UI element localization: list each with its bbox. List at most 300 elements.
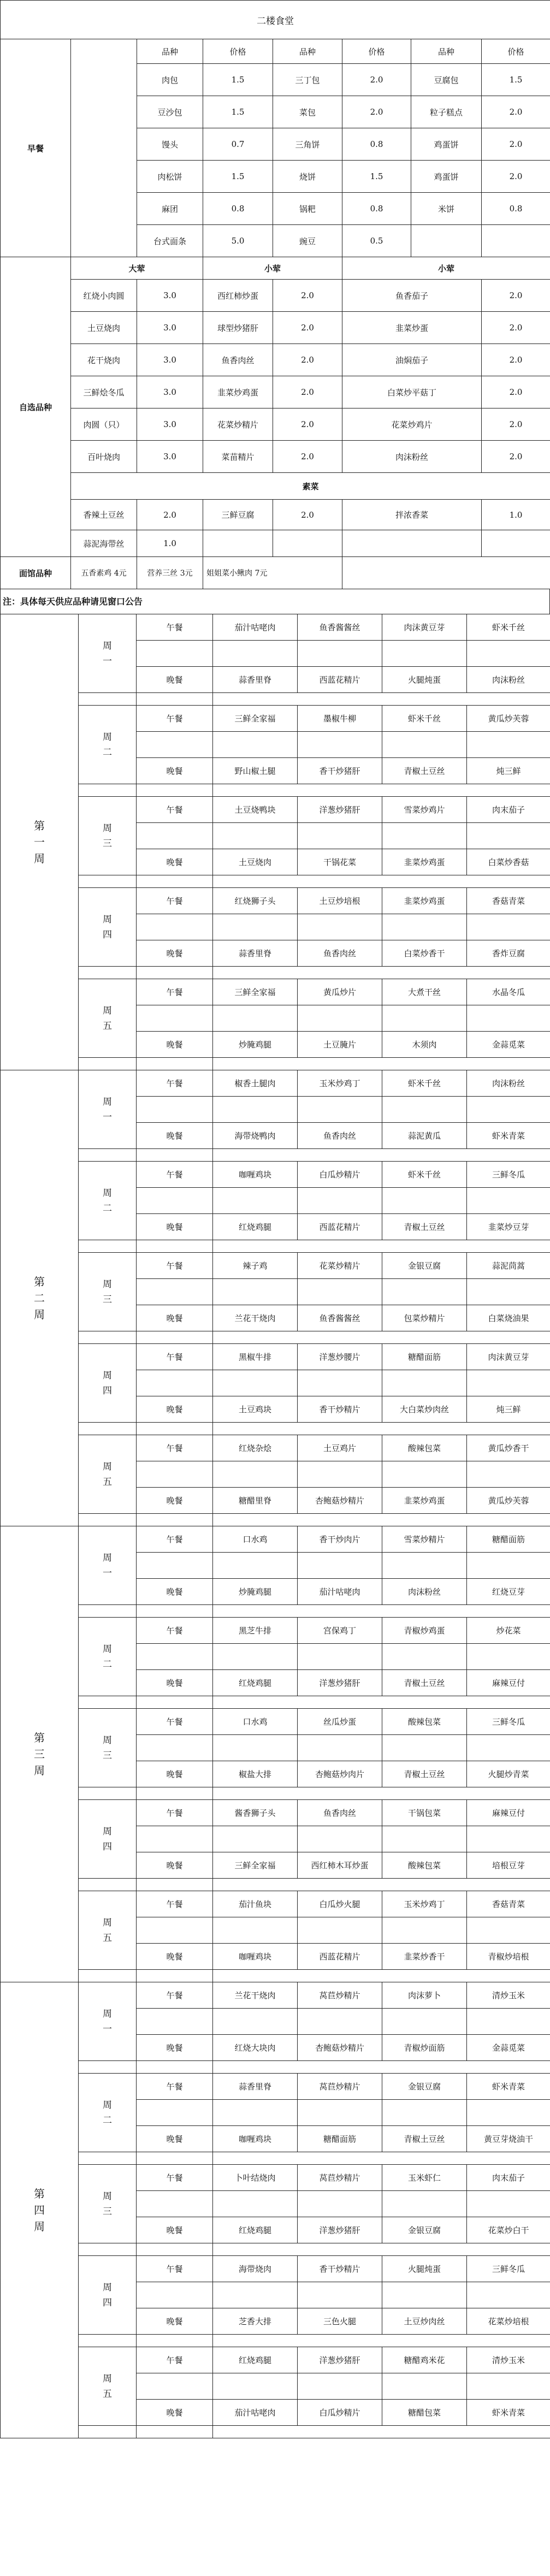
veg-cell: 1.0: [137, 530, 203, 557]
bf-cell: 2.0: [342, 96, 411, 128]
dinner-dish: 青椒土豆丝: [382, 1761, 467, 1787]
bf-h0: 品种: [137, 39, 203, 64]
veg-label: 素菜: [71, 473, 550, 500]
ss-cell: 3.0: [137, 312, 203, 344]
lunch-dish: 玉米炒鸡丁: [382, 1891, 467, 1917]
bf-cell: 0.7: [203, 128, 273, 161]
bf-cell: 肉包: [137, 64, 203, 96]
dinner-dish: 炒腌鸡腿: [213, 1032, 298, 1058]
lunch-dish: 鱼香肉丝: [298, 1800, 382, 1826]
lunch-dish: 白瓜炒火腿: [298, 1891, 382, 1917]
lunch-label: 午餐: [137, 1526, 213, 1553]
dinner-dish: 土豆炒肉丝: [382, 2308, 467, 2335]
ss-cell: 花干烧肉: [71, 344, 137, 376]
dinner-label: 晚餐: [137, 2217, 213, 2243]
dinner-dish: 西蓝花精片: [298, 1944, 382, 1970]
bf-cell: 1.5: [482, 64, 550, 96]
dinner-dish: 咖喱鸡块: [213, 2126, 298, 2152]
dinner-dish: 三鲜全家福: [213, 1852, 298, 1879]
lunch-dish: 酸辣包菜: [382, 1709, 467, 1735]
canteen-title: 二楼食堂: [1, 1, 550, 39]
lunch-dish: 红烧鸡腿: [213, 2347, 298, 2373]
ss-cell: 韭菜炒蛋: [342, 312, 482, 344]
dinner-dish: 蒜泥黄瓜: [382, 1123, 467, 1149]
lunch-dish: 墨椒牛柳: [298, 706, 382, 732]
day-label: 周 二: [79, 1618, 137, 1696]
bf-cell: 米饼: [411, 193, 482, 225]
lunch-dish: 三鲜全家福: [213, 706, 298, 732]
day-label: 周 三: [79, 797, 137, 875]
dinner-dish: 香炸豆腐: [467, 940, 550, 967]
dinner-dish: 海带烧鸭肉: [213, 1123, 298, 1149]
dinner-dish: 木须肉: [382, 1032, 467, 1058]
ss-cell: 菜苗精片: [203, 441, 273, 473]
ss-cell: 2.0: [273, 408, 342, 441]
dinner-dish: 蒜香里脊: [213, 667, 298, 693]
dinner-dish: 三色火腿: [298, 2308, 382, 2335]
bf-cell: 麻团: [137, 193, 203, 225]
lunch-dish: 土豆鸡片: [298, 1435, 382, 1461]
ss-cell: 3.0: [137, 344, 203, 376]
dinner-dish: 包菜炒精片: [382, 1305, 467, 1331]
dinner-dish: 炒腌鸡腿: [213, 1579, 298, 1605]
dinner-dish: 青椒土豆丝: [382, 1214, 467, 1240]
lunch-label: 午餐: [137, 1709, 213, 1735]
ss-cell: 2.0: [482, 408, 550, 441]
lunch-dish: 青椒炒鸡蛋: [382, 1618, 467, 1644]
dinner-dish: 红烧大块肉: [213, 2035, 298, 2061]
dinner-label: 晚餐: [137, 1123, 213, 1149]
lunch-dish: 清炒玉米: [467, 1982, 550, 2009]
week-label: 第 一 周: [1, 614, 79, 1070]
dinner-label: 晚餐: [137, 1761, 213, 1787]
dinner-dish: 鱼香酱酱丝: [298, 1305, 382, 1331]
ss-cell: 鱼香肉丝: [203, 344, 273, 376]
veg-cell: 2.0: [273, 500, 342, 530]
lunch-dish: 蒜香里脊: [213, 2074, 298, 2100]
bf-cell: 馒头: [137, 128, 203, 161]
ss-cell: 红烧小肉圆: [71, 280, 137, 312]
dinner-dish: 鱼香肉丝: [298, 940, 382, 967]
week-label: 第 二 周: [1, 1070, 79, 1526]
dinner-dish: 红烧鸡腿: [213, 2217, 298, 2243]
lunch-dish: 金银豆腐: [382, 2074, 467, 2100]
bf-cell: 2.0: [342, 64, 411, 96]
dinner-dish: 炖三鲜: [467, 1396, 550, 1423]
dinner-label: 晚餐: [137, 1670, 213, 1696]
dinner-label: 晚餐: [137, 758, 213, 784]
dinner-label: 晚餐: [137, 1032, 213, 1058]
lunch-dish: 海带烧肉: [213, 2256, 298, 2282]
lunch-dish: 虾米青菜: [467, 2074, 550, 2100]
veg-cell: [273, 530, 342, 557]
bf-cell: 肉松饼: [137, 161, 203, 193]
dinner-label: 晚餐: [137, 2400, 213, 2426]
lunch-label: 午餐: [137, 1162, 213, 1188]
dinner-dish: 黄瓜炒芙蓉: [467, 1488, 550, 1514]
lunch-dish: 三鲜冬瓜: [467, 2256, 550, 2282]
lunch-dish: 黄瓜炒芙蓉: [467, 706, 550, 732]
ss-cell: 油焖茄子: [342, 344, 482, 376]
lunch-label: 午餐: [137, 706, 213, 732]
ss-cell: 2.0: [273, 280, 342, 312]
lunch-label: 午餐: [137, 1070, 213, 1097]
lunch-dish: 韭菜炒鸡蛋: [382, 888, 467, 914]
lunch-dish: 花菜炒精片: [298, 1253, 382, 1279]
lunch-dish: 金银豆腐: [382, 1253, 467, 1279]
dinner-dish: 鱼香肉丝: [298, 1123, 382, 1149]
lunch-dish: 香干炒精片: [298, 2256, 382, 2282]
bf-cell: 台式面条: [137, 225, 203, 257]
dinner-dish: 蒜香里脊: [213, 940, 298, 967]
lunch-label: 午餐: [137, 1891, 213, 1917]
lunch-dish: 三鲜冬瓜: [467, 1709, 550, 1735]
dinner-dish: 香干炒猪肝: [298, 758, 382, 784]
dinner-dish: 土豆烧肉: [213, 849, 298, 875]
bf-cell: 三角饼: [273, 128, 342, 161]
dinner-label: 晚餐: [137, 1579, 213, 1605]
veg-cell: [482, 530, 550, 557]
lunch-dish: 大煮干丝: [382, 979, 467, 1005]
dinner-dish: 芝香大排: [213, 2308, 298, 2335]
dinner-label: 晚餐: [137, 1214, 213, 1240]
dinner-dish: 韭菜炒鸡蛋: [382, 1488, 467, 1514]
dinner-dish: 红烧鸡腿: [213, 1214, 298, 1240]
lunch-dish: 雪菜炒精片: [382, 1526, 467, 1553]
dinner-dish: 酸辣包菜: [382, 1852, 467, 1879]
lunch-dish: 玉米虾仁: [382, 2165, 467, 2191]
day-label: 周 二: [79, 1162, 137, 1240]
bf-cell: 1.5: [203, 64, 273, 96]
dinner-dish: 培根豆芽: [467, 1852, 550, 1879]
bf-h5: 价格: [482, 39, 550, 64]
lunch-dish: 茄汁咕咾肉: [213, 614, 298, 641]
lunch-dish: 黄瓜炒片: [298, 979, 382, 1005]
lunch-label: 午餐: [137, 2165, 213, 2191]
lunch-dish: 虾米千丝: [382, 706, 467, 732]
dinner-label: 晚餐: [137, 1396, 213, 1423]
bf-cell: 5.0: [203, 225, 273, 257]
dinner-dish: 西蓝花精片: [298, 1214, 382, 1240]
lunch-dish: 口水鸡: [213, 1709, 298, 1735]
bf-cell: 鸡蛋饼: [411, 128, 482, 161]
bf-cell: 菜包: [273, 96, 342, 128]
ss-cell: 3.0: [137, 280, 203, 312]
bf-cell: 0.5: [342, 225, 411, 257]
bf-cell: 豆沙包: [137, 96, 203, 128]
breakfast-label: 早餐: [1, 39, 71, 257]
day-label: 周 三: [79, 1253, 137, 1331]
ss-cell: 2.0: [482, 344, 550, 376]
lunch-label: 午餐: [137, 1800, 213, 1826]
day-label: 周 四: [79, 888, 137, 967]
bf-cell: 1.5: [203, 96, 273, 128]
ss-cell: 白菜炒平菇丁: [342, 376, 482, 408]
day-label: 周 一: [79, 614, 137, 693]
veg-cell: 2.0: [137, 500, 203, 530]
bf-cell: 粒子糕点: [411, 96, 482, 128]
day-label: 周 四: [79, 2256, 137, 2335]
dinner-label: 晚餐: [137, 1944, 213, 1970]
lunch-dish: 白瓜炒精片: [298, 1162, 382, 1188]
lunch-dish: 火腿炖蛋: [382, 2256, 467, 2282]
veg-cell: 1.0: [482, 500, 550, 530]
lunch-dish: 兰花干烧肉: [213, 1982, 298, 2009]
price-table: [0, 0, 550, 589]
dinner-dish: 麻辣豆付: [467, 1670, 550, 1696]
lunch-dish: 糖醋鸡米花: [382, 2347, 467, 2373]
lunch-label: 午餐: [137, 1344, 213, 1370]
dinner-label: 晚餐: [137, 940, 213, 967]
bf-cell: 0.8: [342, 128, 411, 161]
dinner-dish: 杏鲍菇炒肉片: [298, 1761, 382, 1787]
ss-cell: 三鲜烩冬瓜: [71, 376, 137, 408]
lunch-dish: 土豆烧鸭块: [213, 797, 298, 823]
ss-h0: 大荤: [71, 257, 203, 280]
lunch-dish: 酸辣包菜: [382, 1435, 467, 1461]
selfselect-label: 自选品种: [1, 257, 71, 557]
dinner-dish: 椒盐大排: [213, 1761, 298, 1787]
lunch-dish: 宫保鸡丁: [298, 1618, 382, 1644]
veg-cell: 香辣土豆丝: [71, 500, 137, 530]
ss-cell: 2.0: [273, 441, 342, 473]
lunch-label: 午餐: [137, 1253, 213, 1279]
dinner-dish: 洋葱炒猪肝: [298, 1670, 382, 1696]
lunch-label: 午餐: [137, 1618, 213, 1644]
dinner-dish: 白菜烧油果: [467, 1305, 550, 1331]
lunch-dish: 蒜泥茼蒿: [467, 1253, 550, 1279]
dinner-label: 晚餐: [137, 2308, 213, 2335]
bf-cell: 烧饼: [273, 161, 342, 193]
bf-h2: 品种: [273, 39, 342, 64]
dinner-dish: 金蒜觅菜: [467, 2035, 550, 2061]
ss-h2: 小荤: [342, 257, 550, 280]
ss-cell: 肉圆（只）: [71, 408, 137, 441]
lunch-label: 午餐: [137, 1435, 213, 1461]
dinner-label: 晚餐: [137, 1305, 213, 1331]
lunch-dish: 干锅包菜: [382, 1800, 467, 1826]
day-label: 周 三: [79, 2165, 137, 2243]
bf-h3: 价格: [342, 39, 411, 64]
dinner-label: 晚餐: [137, 2126, 213, 2152]
ss-cell: 球型炒猪肝: [203, 312, 273, 344]
bf-cell: 0.8: [482, 193, 550, 225]
ss-cell: 3.0: [137, 376, 203, 408]
bf-cell: 锅粑: [273, 193, 342, 225]
dinner-dish: 大白菜炒肉丝: [382, 1396, 467, 1423]
dinner-dish: 杏鲍菇炒精片: [298, 2035, 382, 2061]
ss-cell: 3.0: [137, 441, 203, 473]
dinner-dish: 西红柿木耳炒蛋: [298, 1852, 382, 1879]
ss-cell: 百叶烧肉: [71, 441, 137, 473]
day-label: 周 五: [79, 979, 137, 1058]
day-label: 周 四: [79, 1344, 137, 1423]
lunch-dish: 酱香狮子头: [213, 1800, 298, 1826]
bf-cell: 2.0: [482, 128, 550, 161]
ss-cell: 花菜炒精片: [203, 408, 273, 441]
lunch-dish: 洋葱炒腰片: [298, 1344, 382, 1370]
lunch-label: 午餐: [137, 888, 213, 914]
dinner-dish: 炖三鲜: [467, 758, 550, 784]
dinner-dish: 青椒土豆丝: [382, 1670, 467, 1696]
ss-cell: 2.0: [273, 344, 342, 376]
ss-cell: 花菜炒鸡片: [342, 408, 482, 441]
lunch-dish: 黄瓜炒香干: [467, 1435, 550, 1461]
dinner-dish: 韭菜炒香干: [382, 1944, 467, 1970]
lunch-dish: 茄汁鱼块: [213, 1891, 298, 1917]
dinner-dish: 韭菜炒豆芽: [467, 1214, 550, 1240]
bf-cell: [482, 225, 550, 257]
ss-cell: 西红柿炒蛋: [203, 280, 273, 312]
lunch-dish: 虾米千丝: [382, 1070, 467, 1097]
lunch-dish: 三鲜冬瓜: [467, 1162, 550, 1188]
dinner-dish: 肉沫粉丝: [467, 667, 550, 693]
dinner-dish: 白菜炒香菇: [467, 849, 550, 875]
lunch-dish: 洋葱炒猪肝: [298, 2347, 382, 2373]
lunch-dish: 红烧杂烩: [213, 1435, 298, 1461]
lunch-label: 午餐: [137, 1982, 213, 2009]
dinner-dish: 兰花干烧肉: [213, 1305, 298, 1331]
bf-cell: 1.5: [342, 161, 411, 193]
lunch-label: 午餐: [137, 979, 213, 1005]
dinner-dish: 红烧鸡腿: [213, 1670, 298, 1696]
day-label: 周 五: [79, 1891, 137, 1970]
lunch-dish: 肉末茄子: [467, 797, 550, 823]
bf-h1: 价格: [203, 39, 273, 64]
lunch-dish: 肉沫黄豆芽: [382, 614, 467, 641]
lunch-dish: 莴苣炒精片: [298, 2074, 382, 2100]
special-item-3: 姐姐菜小鳅肉 7元: [203, 557, 342, 589]
lunch-dish: 莴苣炒精片: [298, 1982, 382, 2009]
ss-cell: 2.0: [482, 376, 550, 408]
bf-cell: 0.8: [203, 193, 273, 225]
lunch-dish: 洋葱炒猪肝: [298, 797, 382, 823]
veg-cell: 拌浓香菜: [342, 500, 482, 530]
bf-cell: 2.0: [482, 96, 550, 128]
day-label: 周 二: [79, 2074, 137, 2152]
dinner-dish: 西蓝花精片: [298, 667, 382, 693]
dinner-dish: 肉沫粉丝: [382, 1579, 467, 1605]
lunch-dish: 卜叶结烧肉: [213, 2165, 298, 2191]
dinner-dish: 花菜炒培根: [467, 2308, 550, 2335]
lunch-dish: 清炒玉米: [467, 2347, 550, 2373]
ss-cell: 2.0: [482, 441, 550, 473]
lunch-dish: 土豆炒培根: [298, 888, 382, 914]
dinner-dish: 红烧豆芽: [467, 1579, 550, 1605]
dinner-dish: 青椒土豆丝: [382, 758, 467, 784]
weekly-menu-table: [0, 614, 550, 2438]
dinner-dish: 青椒土豆丝: [382, 2126, 467, 2152]
bf-cell: 0.8: [342, 193, 411, 225]
lunch-dish: 丝瓜炒蛋: [298, 1709, 382, 1735]
lunch-dish: 黑椒牛排: [213, 1344, 298, 1370]
bf-cell: 2.0: [482, 161, 550, 193]
lunch-dish: 糖醋面筋: [382, 1344, 467, 1370]
dinner-dish: 白菜炒香干: [382, 940, 467, 967]
dinner-dish: 白瓜炒精片: [298, 2400, 382, 2426]
day-label: 周 一: [79, 1070, 137, 1149]
lunch-dish: 虾米千丝: [382, 1162, 467, 1188]
day-label: 周 一: [79, 1982, 137, 2061]
bf-cell: 鸡蛋饼: [411, 161, 482, 193]
dinner-dish: 干锅花菜: [298, 849, 382, 875]
lunch-dish: 糖醋面筋: [467, 1526, 550, 1553]
lunch-dish: 口水鸡: [213, 1526, 298, 1553]
week-label: 第 四 周: [1, 1982, 79, 2438]
dinner-dish: 糖醋面筋: [298, 2126, 382, 2152]
dinner-label: 晚餐: [137, 2035, 213, 2061]
lunch-dish: 香菇青菜: [467, 1891, 550, 1917]
dinner-dish: 火腿炖蛋: [382, 667, 467, 693]
lunch-dish: 雪菜炒鸡片: [382, 797, 467, 823]
lunch-dish: 炒花菜: [467, 1618, 550, 1644]
veg-cell: [203, 530, 273, 557]
ss-cell: 3.0: [137, 408, 203, 441]
lunch-label: 午餐: [137, 2074, 213, 2100]
bf-cell: [411, 225, 482, 257]
lunch-dish: 水晶冬瓜: [467, 979, 550, 1005]
ss-h1: 小荤: [203, 257, 342, 280]
dinner-dish: 洋葱炒猪肝: [298, 2217, 382, 2243]
ss-cell: 2.0: [482, 280, 550, 312]
dinner-dish: 土豆腌片: [298, 1032, 382, 1058]
lunch-dish: 红烧狮子头: [213, 888, 298, 914]
dinner-dish: 金蒜觅菜: [467, 1032, 550, 1058]
dinner-dish: 糖醋包菜: [382, 2400, 467, 2426]
dinner-dish: 咖喱鸡块: [213, 1944, 298, 1970]
special-label: 面馆品种: [1, 557, 71, 589]
dinner-label: 晚餐: [137, 1488, 213, 1514]
dinner-dish: 杏鲍菇炒精片: [298, 1488, 382, 1514]
dinner-dish: 虾米青菜: [467, 2400, 550, 2426]
dinner-dish: 金银豆腐: [382, 2217, 467, 2243]
lunch-dish: 肉沫粉丝: [467, 1070, 550, 1097]
dinner-dish: 茄汁咕咾肉: [213, 2400, 298, 2426]
dinner-dish: 黄豆芽烧油干: [467, 2126, 550, 2152]
dinner-dish: 糖醋里脊: [213, 1488, 298, 1514]
lunch-dish: 咖喱鸡块: [213, 1162, 298, 1188]
lunch-dish: 三鲜全家福: [213, 979, 298, 1005]
day-label: 周 四: [79, 1800, 137, 1879]
veg-cell: [342, 530, 482, 557]
dinner-label: 晚餐: [137, 1852, 213, 1879]
day-label: 周 五: [79, 2347, 137, 2426]
ss-cell: 2.0: [273, 376, 342, 408]
dinner-dish: 茄汁咕咾肉: [298, 1579, 382, 1605]
ss-cell: 2.0: [482, 312, 550, 344]
bf-cell: 三丁包: [273, 64, 342, 96]
lunch-dish: 辣子鸡: [213, 1253, 298, 1279]
day-label: 周 二: [79, 706, 137, 784]
lunch-dish: 鱼香酱酱丝: [298, 614, 382, 641]
dinner-dish: 野山椒土腿: [213, 758, 298, 784]
dinner-dish: 韭菜炒鸡蛋: [382, 849, 467, 875]
ss-cell: 韭菜炒鸡蛋: [203, 376, 273, 408]
supply-note: 注：具体每天供应品种请见窗口公告: [0, 589, 550, 614]
dinner-label: 晚餐: [137, 849, 213, 875]
lunch-dish: 椒香土腿肉: [213, 1070, 298, 1097]
lunch-dish: 玉米炒鸡丁: [298, 1070, 382, 1097]
dinner-dish: 虾米青菜: [467, 1123, 550, 1149]
lunch-dish: 莴苣炒精片: [298, 2165, 382, 2191]
lunch-dish: 肉沫黄豆芽: [467, 1344, 550, 1370]
special-item-1: 五香素鸡 4元: [71, 557, 137, 589]
day-label: 周 三: [79, 1709, 137, 1787]
bf-cell: 豌豆: [273, 225, 342, 257]
day-label: 周 一: [79, 1526, 137, 1605]
dinner-dish: 火腿炒青菜: [467, 1761, 550, 1787]
veg-cell: 三鲜豆腐: [203, 500, 273, 530]
